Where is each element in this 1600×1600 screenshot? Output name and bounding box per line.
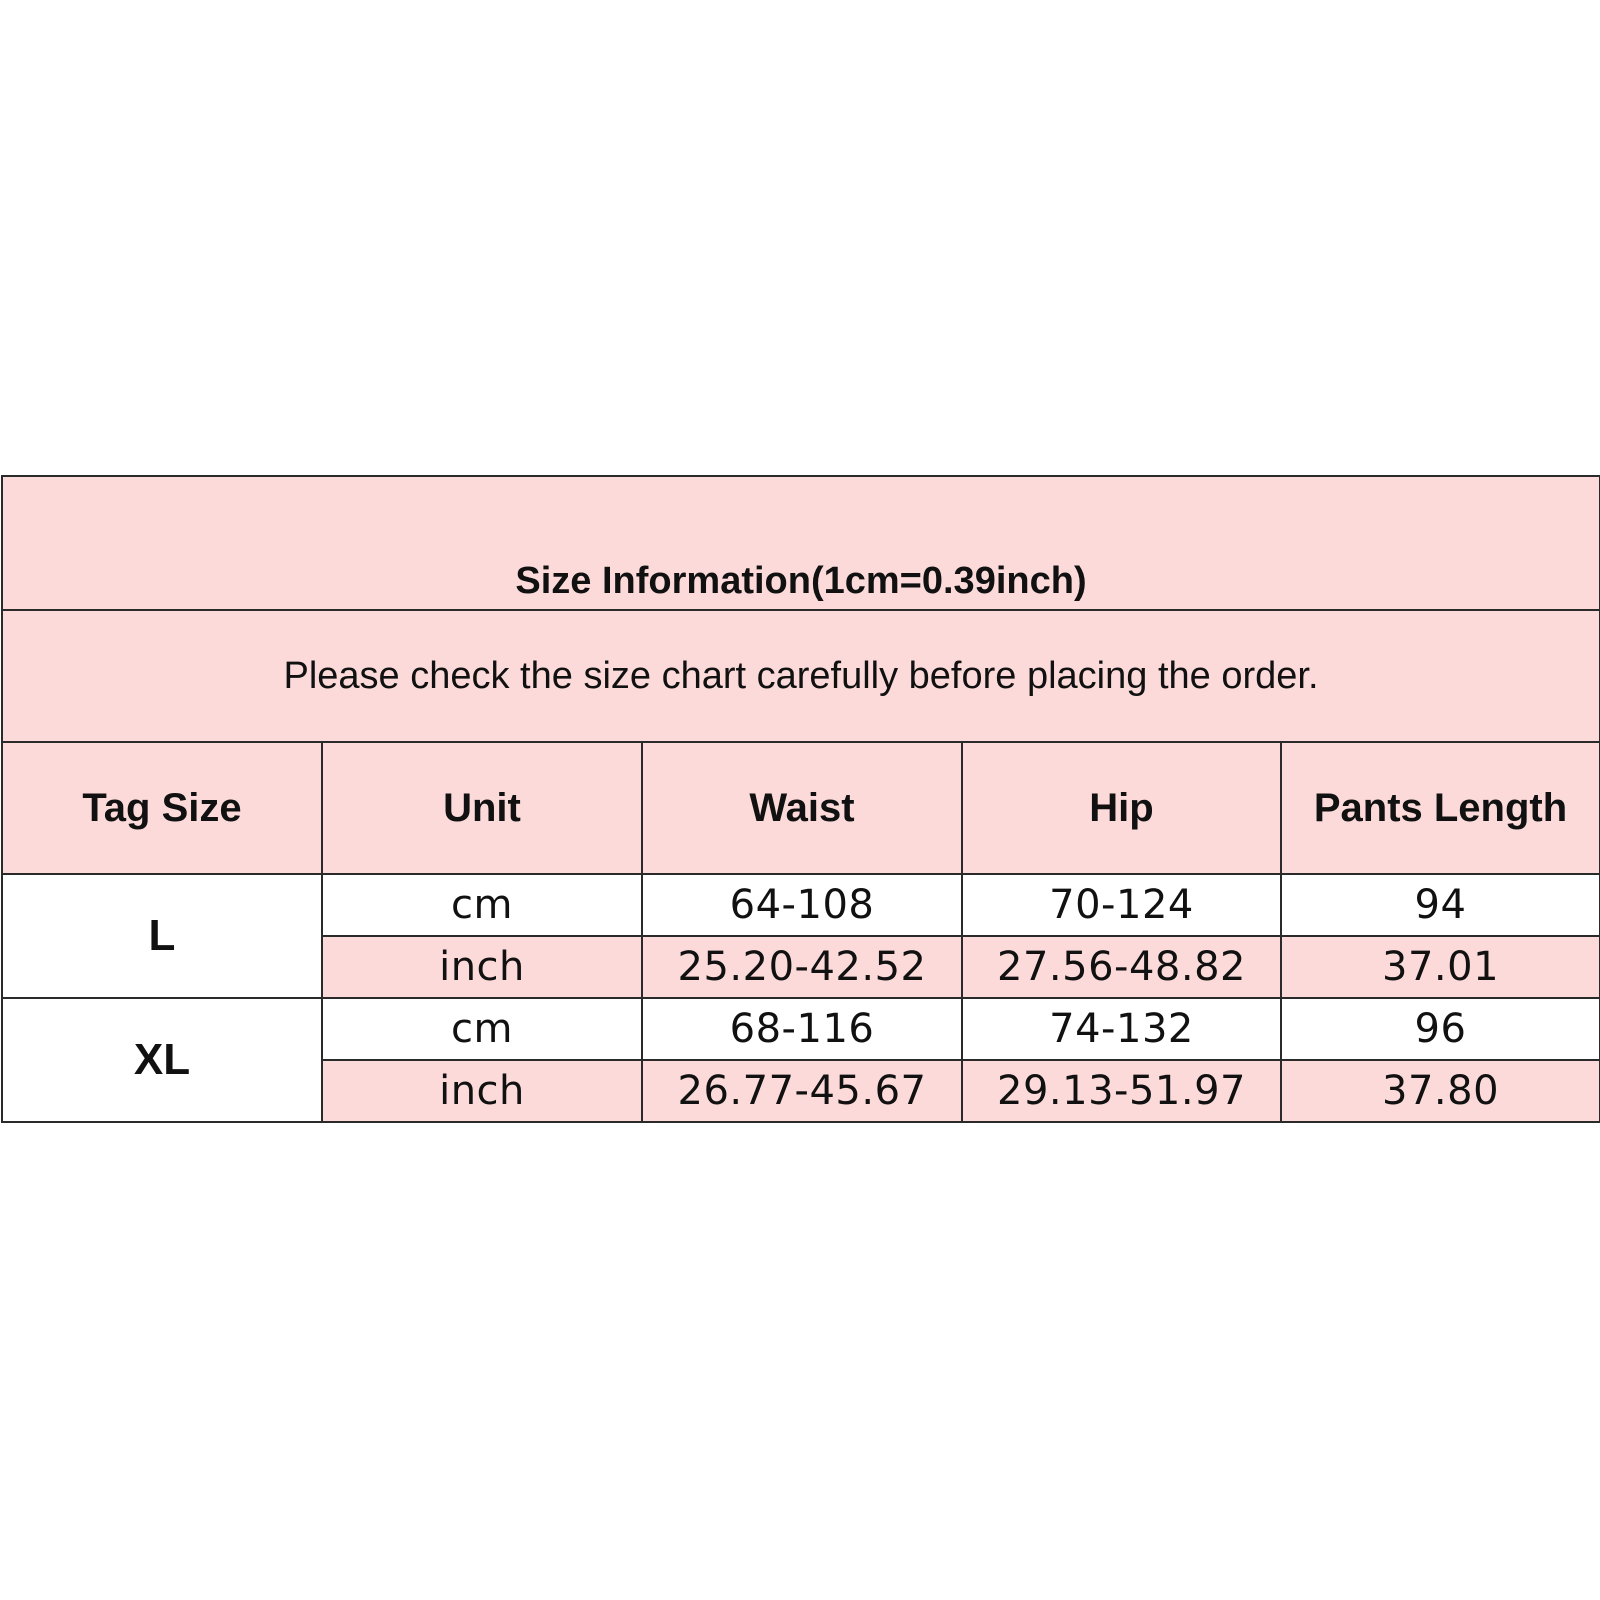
pants-length-cell: 37.01 [1281,936,1600,998]
pants-length-cell: 37.80 [1281,1060,1600,1122]
header-pants-length: Pants Length [1281,742,1600,874]
header-tag-size: Tag Size [2,742,322,874]
hip-cell: 74-132 [962,998,1281,1060]
tag-size-cell: L [2,874,322,998]
header-unit: Unit [322,742,642,874]
hip-cell: 29.13-51.97 [962,1060,1281,1122]
pants-length-cell: 96 [1281,998,1600,1060]
unit-cell: cm [322,874,642,936]
hip-cell: 27.56-48.82 [962,936,1281,998]
note-row [2,610,1600,742]
unit-cell: cm [322,998,642,1060]
size-chart-title: Size Information(1cm=0.39inch) [2,476,1600,610]
size-chart-note: Please check the size chart carefully before placing the order. [2,610,1600,742]
header-row [2,742,1600,874]
tag-size-cell: XL [2,998,322,1122]
waist-cell: 26.77-45.67 [642,1060,962,1122]
unit-cell: inch [322,936,642,998]
size-chart-table [1,475,1600,1123]
header-hip: Hip [962,742,1281,874]
table-row [2,874,1600,936]
hip-cell: 70-124 [962,874,1281,936]
waist-cell: 68-116 [642,998,962,1060]
pants-length-cell: 94 [1281,874,1600,936]
waist-cell: 25.20-42.52 [642,936,962,998]
table-row [2,998,1600,1060]
unit-cell: inch [322,1060,642,1122]
header-waist: Waist [642,742,962,874]
title-row [2,476,1600,610]
waist-cell: 64-108 [642,874,962,936]
